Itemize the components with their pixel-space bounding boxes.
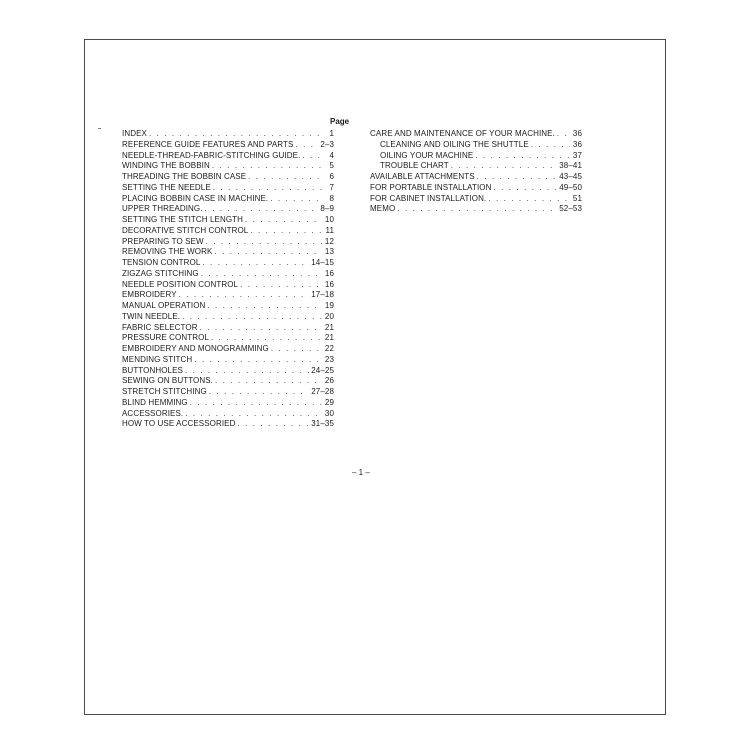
dot-leader (149, 129, 322, 140)
toc-entry-title: FOR PORTABLE INSTALLATION (370, 182, 492, 192)
toc-entry-title: SETTING THE STITCH LENGTH (122, 215, 244, 224)
dot-leader (201, 269, 322, 280)
dot-leader (207, 301, 322, 312)
toc-entry-title: NEEDLE POSITION CONTROL (122, 279, 239, 289)
toc-entry-title: WINDING THE BOBBIN (122, 161, 210, 171)
toc-entry-page: 31–35 (311, 419, 334, 429)
toc-entry-title: CLEANING AND OILING THE SHUTTLE (380, 139, 529, 149)
toc-entry-page: 27–28 (311, 387, 334, 396)
toc-entry-page: 29 (324, 397, 334, 407)
toc-entry (370, 194, 582, 205)
toc-entry (122, 172, 334, 183)
toc-entry-page: 16 (324, 279, 334, 289)
dot-leader (215, 376, 322, 387)
toc-entry (122, 140, 334, 151)
toc-entry-title: CARE AND MAINTENANCE OF YOUR MACHINE. (370, 129, 555, 138)
toc-entry-page: 24–25 (311, 365, 334, 375)
toc-entry (122, 355, 334, 366)
toc-entry-page: 20 (324, 311, 334, 321)
toc-entry (370, 151, 582, 162)
dot-leader (531, 140, 570, 151)
toc-entry-page: 36 (572, 139, 582, 149)
toc-entry-title: HOW TO USE ACCESSORIED (122, 419, 236, 429)
toc-entry-page: 5 (329, 161, 334, 171)
toc-entry-title: BUTTONHOLES (122, 365, 183, 375)
dot-leader (250, 226, 322, 237)
toc-entry-title: UPPER THREADING. (122, 204, 203, 214)
dot-leader (211, 333, 322, 344)
toc-entry-title: NEEDLE-THREAD-FABRIC-STITCHING GUIDE. (122, 150, 301, 160)
toc-entry (122, 280, 334, 291)
toc-entry (122, 151, 334, 162)
toc-entry (122, 247, 334, 258)
toc-entry-title: STRETCH STITCHING (122, 387, 207, 396)
toc-entry (122, 301, 334, 312)
toc-entry (122, 366, 334, 377)
toc-entry (122, 161, 334, 172)
dot-leader (302, 151, 322, 162)
toc-entry-title: PREPARING TO SEW (122, 236, 204, 246)
toc-entry-page: 8–9 (320, 204, 334, 214)
toc-entry-title: FOR CABINET INSTALLATION. (370, 193, 487, 203)
toc-entry-page: 19 (324, 301, 334, 310)
toc-entry-page: 21 (324, 333, 334, 343)
toc-entry-page: 43–45 (559, 172, 582, 181)
toc-entry-title: TENSION CONTROL (122, 258, 201, 267)
dot-leader (185, 366, 309, 377)
toc-entry-title: FABRIC SELECTOR (122, 322, 198, 332)
dot-leader (477, 172, 558, 183)
toc-entry-title: SETTING THE NEEDLE (122, 182, 211, 192)
toc-entry-title: OILING YOUR MACHINE (380, 150, 474, 160)
dot-leader (270, 194, 322, 205)
dot-leader (557, 129, 570, 140)
toc-entry-page: 37 (572, 150, 582, 160)
toc-entry (370, 129, 582, 140)
toc-entry (122, 290, 334, 301)
toc-entry (122, 344, 334, 355)
page-number: – 1 – (352, 468, 370, 477)
toc-entry-page: 51 (572, 193, 582, 203)
toc-entry-page: 12 (324, 236, 334, 246)
toc-entry-page: 49–50 (559, 182, 582, 192)
toc-entry (122, 183, 334, 194)
toc-entry (122, 387, 334, 398)
toc-entry (122, 129, 334, 140)
toc-entry (370, 183, 582, 194)
toc-entry-title: BLIND HEMMING (122, 397, 188, 407)
toc-entry-title: REFERENCE GUIDE FEATURES AND PARTS (122, 139, 294, 149)
toc-entry-page: 14–15 (311, 258, 334, 267)
toc-entry-title: TWIN NEEDLE. (122, 311, 181, 321)
toc-entry-title: MENDING STITCH (122, 354, 193, 364)
dot-leader (295, 140, 318, 151)
toc-entry-page: 16 (324, 268, 334, 278)
dot-leader (194, 355, 322, 366)
toc-entry-title: AVAILABLE ATTACHMENTS (370, 172, 475, 181)
scan-mark (98, 128, 101, 129)
dot-leader (475, 151, 570, 162)
toc-entry-page: 21 (324, 322, 334, 332)
toc-entry-page: 17–18 (311, 290, 334, 300)
dot-leader (190, 398, 322, 409)
toc-entry-title: PRESSURE CONTROL (122, 333, 209, 343)
toc-entry (122, 215, 334, 226)
dot-leader (245, 215, 322, 226)
dot-leader (451, 161, 558, 172)
toc-entry (122, 376, 334, 387)
toc-entry-title: EMBROIDERY AND MONOGRAMMING (122, 344, 269, 353)
toc-entry (122, 269, 334, 280)
toc-entry-title: TROUBLE CHART (380, 161, 449, 171)
toc-entry-page: 4 (329, 150, 334, 160)
toc-right-column (370, 129, 582, 215)
toc-entry-page: 2–3 (320, 139, 334, 149)
dot-leader (200, 323, 322, 334)
dot-leader (213, 183, 322, 194)
dot-leader (206, 237, 322, 248)
dot-leader (179, 290, 310, 301)
toc-entry-page: 8 (329, 193, 334, 203)
toc-entry-page: 1 (329, 129, 334, 138)
dot-leader (240, 280, 322, 291)
dot-leader (494, 183, 558, 194)
toc-entry-title: MANUAL OPERATION (122, 301, 206, 310)
toc-entry-page: 13 (324, 247, 334, 257)
toc-entry-title: PLACING BOBBIN CASE IN MACHINE. (122, 193, 269, 203)
toc-entry (370, 161, 582, 172)
page-column-heading: Page (330, 117, 350, 126)
toc-entry-page: 38–41 (559, 161, 582, 171)
toc-entry (122, 333, 334, 344)
dot-leader (214, 247, 322, 258)
dot-leader (271, 344, 322, 355)
toc-entry-title: ACCESSORIES. (122, 408, 184, 418)
toc-entry (122, 323, 334, 334)
toc-entry (370, 172, 582, 183)
toc-entry-title: INDEX (122, 129, 147, 138)
dot-leader (185, 409, 322, 420)
dot-leader (209, 387, 309, 398)
toc-entry-page: 36 (572, 129, 582, 138)
dot-leader (397, 204, 557, 215)
dot-leader (488, 194, 570, 205)
toc-entry (370, 140, 582, 151)
toc-entry (122, 409, 334, 420)
toc-entry-page: 10 (324, 215, 334, 224)
toc-entry (122, 204, 334, 215)
toc-entry (122, 419, 334, 430)
dot-leader (248, 172, 322, 183)
toc-entry-title: SEWING ON BUTTONS. (122, 376, 213, 386)
toc-entry-title: EMBROIDERY (122, 290, 177, 300)
dot-leader (182, 312, 322, 323)
toc-entry (122, 226, 334, 237)
toc-entry (122, 237, 334, 248)
toc-entry-page: 6 (329, 172, 334, 181)
toc-entry-page: 23 (324, 354, 334, 364)
toc-entry-title: ZIGZAG STITCHING (122, 268, 199, 278)
toc-entry-title: THREADING THE BOBBIN CASE (122, 172, 247, 181)
toc-entry (122, 398, 334, 409)
toc-entry (370, 204, 582, 215)
toc-entry (122, 312, 334, 323)
toc-entry-page: 7 (329, 182, 334, 192)
toc-entry-page: 30 (324, 408, 334, 418)
dot-leader (212, 161, 322, 172)
toc-left-column (122, 129, 334, 430)
toc-entry (122, 194, 334, 205)
toc-entry-title: MEMO (370, 204, 396, 214)
dot-leader (237, 419, 309, 430)
toc-entry-page: 11 (325, 225, 334, 235)
dot-leader (205, 204, 319, 215)
toc-entry-title: DECORATIVE STITCH CONTROL (122, 225, 249, 235)
toc-entry-page: 52–53 (559, 204, 582, 214)
toc-entry-title: REMOVING THE WORK (122, 247, 213, 257)
toc-entry (122, 258, 334, 269)
dot-leader (202, 258, 309, 269)
toc-entry-page: 22 (324, 344, 334, 353)
toc-entry-page: 26 (324, 376, 334, 386)
